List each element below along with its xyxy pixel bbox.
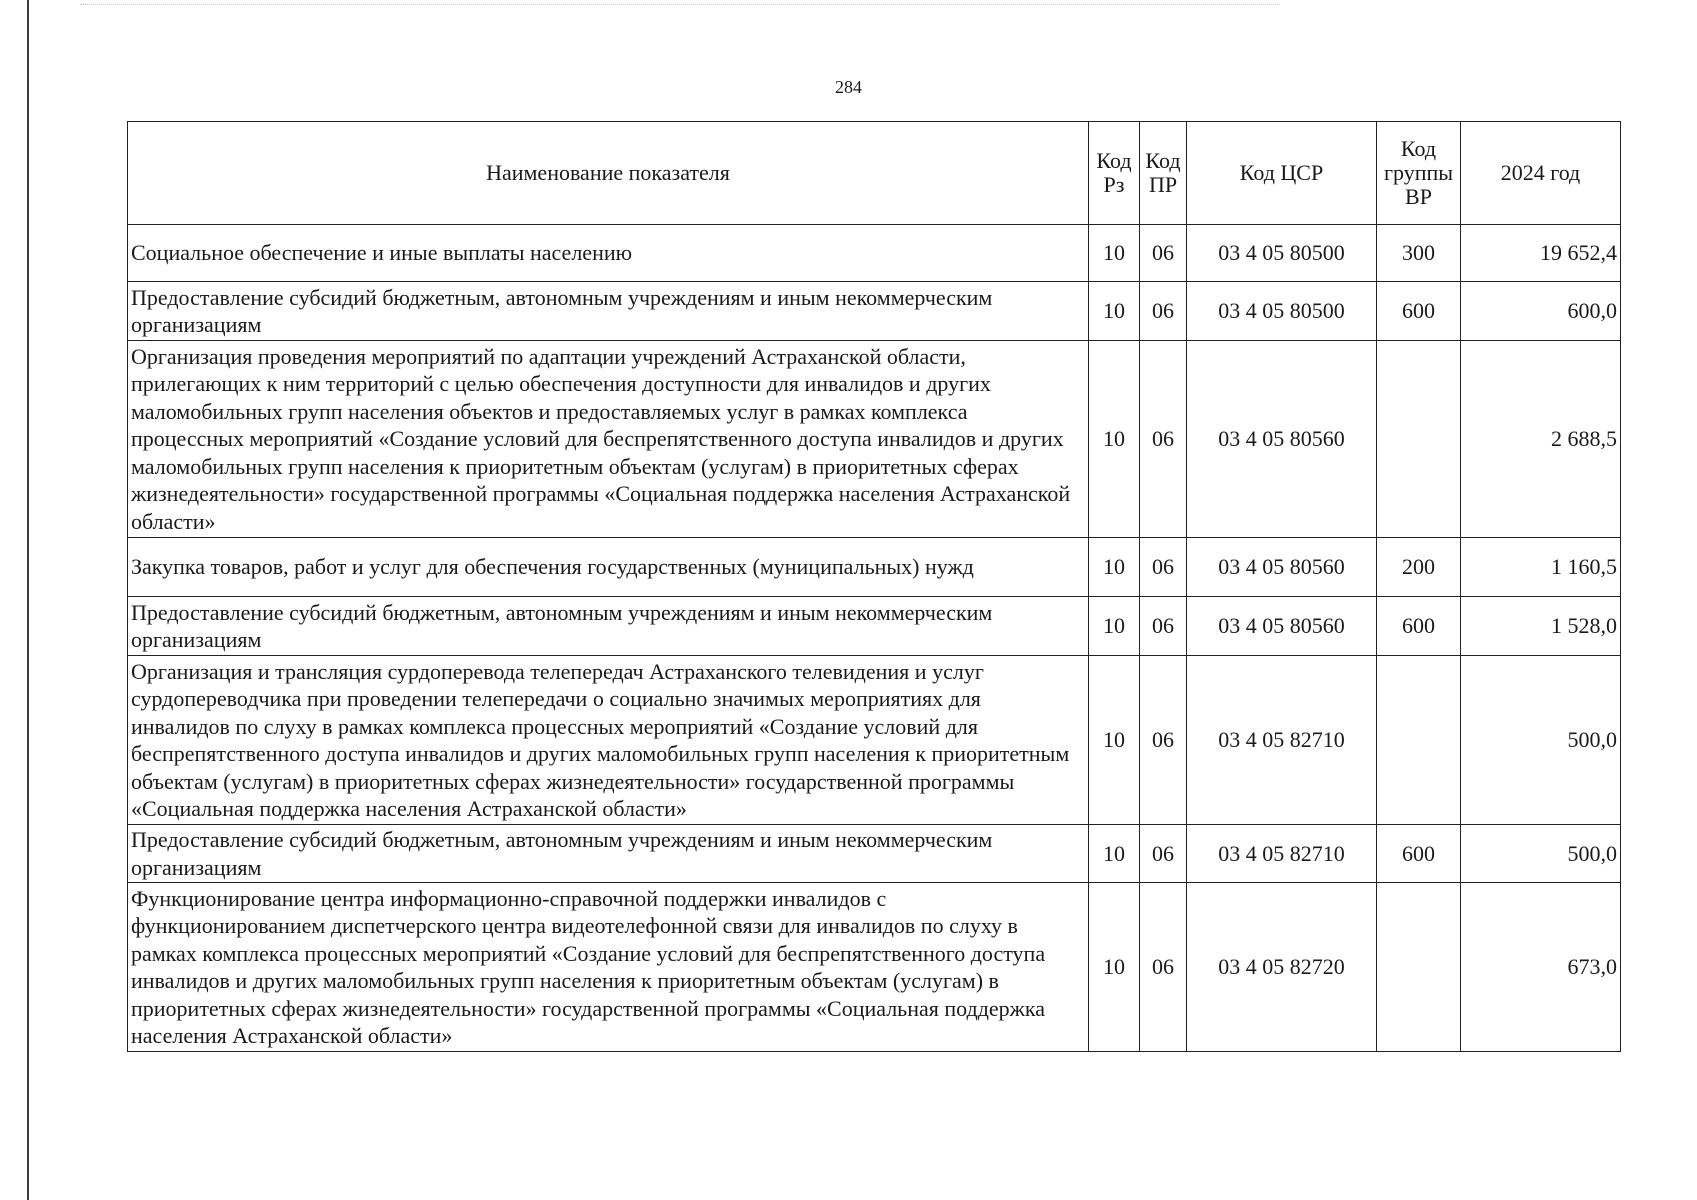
- scan-artifact: [80, 4, 1280, 6]
- row-name: Организация и трансляция сурдоперевода телепередач Астраханского телевидения и услуг сурдопереводчика при проведении телепередачи о социально значимых мероприятиях для инвалидов по слуху в рамках комплекса процессных мероприятий «Создание условий для беспрепятственного доступа инвалидов и других маломобильных групп населения к приоритетным объектам (услугам) в приоритетных сферах жизнедеятельности» государственной программы «Социальная поддержка населения Астраханской области»: [128, 656, 1089, 825]
- row-name: Социальное обеспечение и иные выплаты населению: [128, 225, 1089, 282]
- row-name: Предоставление субсидий бюджетным, автономным учреждениям и иным некоммерческим организациям: [128, 825, 1089, 883]
- row-csr: 03 4 05 82710: [1187, 825, 1377, 883]
- row-csr: 03 4 05 80500: [1187, 225, 1377, 282]
- row-amount: 2 688,5: [1461, 341, 1621, 538]
- budget-table: [127, 121, 1621, 1052]
- row-vr: 200: [1377, 538, 1461, 597]
- row-vr: 600: [1377, 282, 1461, 341]
- header-vr: Код группы ВР: [1377, 122, 1461, 225]
- row-pr: 06: [1140, 825, 1187, 883]
- row-amount: 600,0: [1461, 282, 1621, 341]
- row-rz: 10: [1089, 597, 1140, 656]
- row-name: Закупка товаров, работ и услуг для обеспечения государственных (муниципальных) нужд: [128, 538, 1089, 597]
- row-vr: 600: [1377, 597, 1461, 656]
- row-csr: 03 4 05 80500: [1187, 282, 1377, 341]
- row-pr: 06: [1140, 282, 1187, 341]
- table-row: [128, 341, 1621, 538]
- table-row: [128, 597, 1621, 656]
- row-pr: 06: [1140, 597, 1187, 656]
- row-vr: 600: [1377, 825, 1461, 883]
- row-name: Организация проведения мероприятий по адаптации учреждений Астраханской области, прилегающих к ним территорий с целью обеспечения доступности для инвалидов и других маломобильных групп населения объектов и предоставляемых услуг в рамках комплекса процессных мероприятий «Создание условий для беспрепятственного доступа инвалидов и других маломобильных групп населения к приоритетным объектам (услугам) в приоритетных сферах жизнедеятельности» государственной программы «Социальная поддержка населения Астраханской области»: [128, 341, 1089, 538]
- row-csr: 03 4 05 80560: [1187, 597, 1377, 656]
- row-amount: 1 528,0: [1461, 597, 1621, 656]
- page-number: 284: [835, 77, 862, 97]
- row-rz: 10: [1089, 656, 1140, 825]
- row-amount: 673,0: [1461, 883, 1621, 1052]
- header-amount: 2024 год: [1461, 122, 1621, 225]
- header-name: Наименование показателя: [128, 122, 1089, 225]
- row-pr: 06: [1140, 538, 1187, 597]
- row-csr: 03 4 05 82710: [1187, 656, 1377, 825]
- header-csr: Код ЦСР: [1187, 122, 1377, 225]
- table-row: [128, 825, 1621, 883]
- row-rz: 10: [1089, 341, 1140, 538]
- row-amount: 500,0: [1461, 825, 1621, 883]
- table-header-row: [128, 122, 1621, 225]
- row-vr: [1377, 656, 1461, 825]
- binding-line: [27, 0, 29, 1200]
- table-row: [128, 538, 1621, 597]
- table-row: [128, 656, 1621, 825]
- row-rz: 10: [1089, 225, 1140, 282]
- table-row: [128, 883, 1621, 1052]
- header-pr: Код ПР: [1140, 122, 1187, 225]
- row-rz: 10: [1089, 538, 1140, 597]
- row-vr: [1377, 883, 1461, 1052]
- row-pr: 06: [1140, 883, 1187, 1052]
- row-csr: 03 4 05 80560: [1187, 341, 1377, 538]
- row-name: Функционирование центра информационно-справочной поддержки инвалидов с функционированием диспетчерского центра видеотелефонной связи для инвалидов по слуху в рамках комплекса процессных мероприятий «Создание условий для беспрепятственного доступа инвалидов и других маломобильных групп населения к приоритетным объектам (услугам) в приоритетных сферах жизнедеятельности» государственной программы «Социальная поддержка населения Астраханской области»: [128, 883, 1089, 1052]
- row-csr: 03 4 05 80560: [1187, 538, 1377, 597]
- row-pr: 06: [1140, 341, 1187, 538]
- row-amount: 500,0: [1461, 656, 1621, 825]
- row-vr: [1377, 341, 1461, 538]
- row-rz: 10: [1089, 825, 1140, 883]
- table-row: [128, 282, 1621, 341]
- row-rz: 10: [1089, 282, 1140, 341]
- row-vr: 300: [1377, 225, 1461, 282]
- row-pr: 06: [1140, 656, 1187, 825]
- row-amount: 1 160,5: [1461, 538, 1621, 597]
- row-amount: 19 652,4: [1461, 225, 1621, 282]
- header-rz: Код Рз: [1089, 122, 1140, 225]
- row-pr: 06: [1140, 225, 1187, 282]
- table-row: [128, 225, 1621, 282]
- row-csr: 03 4 05 82720: [1187, 883, 1377, 1052]
- row-name: Предоставление субсидий бюджетным, автономным учреждениям и иным некоммерческим организациям: [128, 597, 1089, 656]
- row-name: Предоставление субсидий бюджетным, автономным учреждениям и иным некоммерческим организациям: [128, 282, 1089, 341]
- row-rz: 10: [1089, 883, 1140, 1052]
